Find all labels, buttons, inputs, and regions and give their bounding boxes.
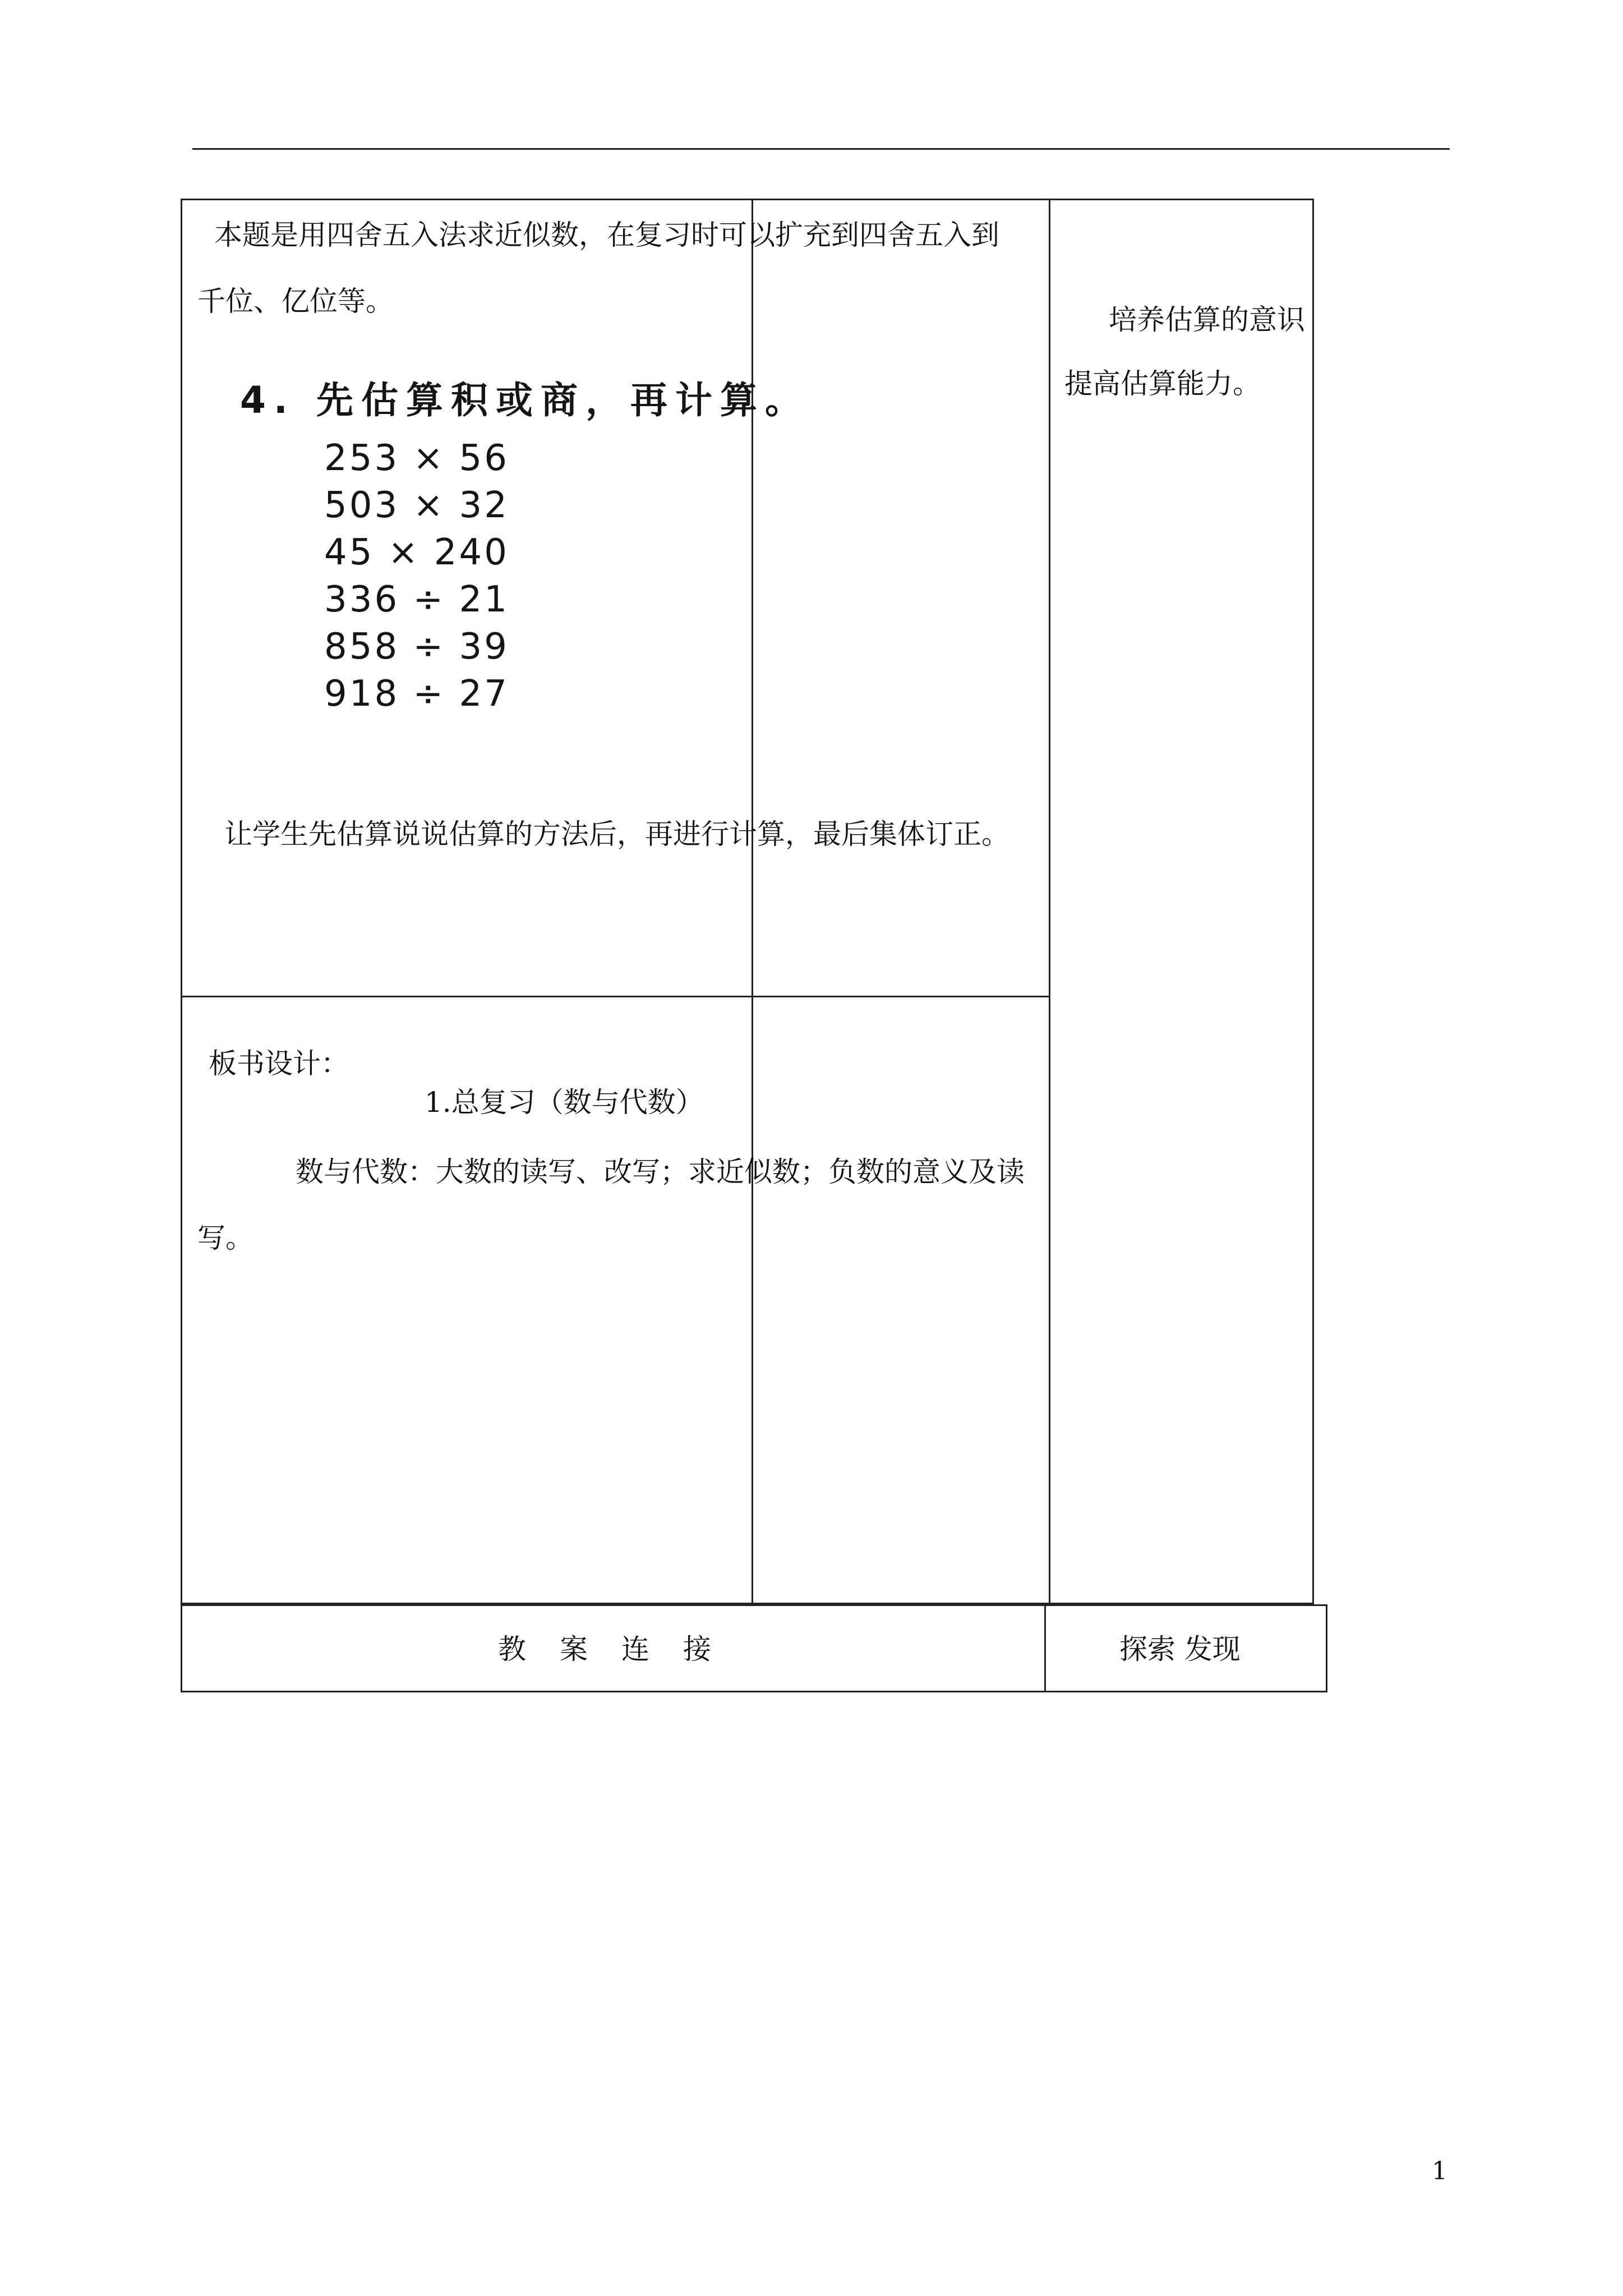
exercise-block xyxy=(240,359,969,718)
footer-right-label: 探索 发现 xyxy=(1119,1633,1241,1665)
intro-paragraph: 本题是用四舍五入法求近似数，在复习时可以扩充到四舍五入到千位、亿位等。 xyxy=(197,219,999,318)
side-note-line1: 培养估算的意识 xyxy=(1109,303,1305,336)
exercise-problem: 253 × 56 xyxy=(324,438,509,479)
exercise-problem: 503 × 32 xyxy=(324,485,509,526)
exercise-problem: 858 ÷ 39 xyxy=(324,626,509,668)
side-note-line2: 提高估算能力。 xyxy=(1064,367,1261,400)
exercise-problem: 918 ÷ 27 xyxy=(324,673,509,715)
footer-divider xyxy=(1044,1604,1046,1692)
page-number: 1 xyxy=(1432,2157,1447,2185)
exercise-title: 4. 先估算积或商，再计算。 xyxy=(240,379,810,422)
exercise-problem: 336 ÷ 21 xyxy=(324,579,509,620)
section-divider xyxy=(181,996,1050,997)
side-column xyxy=(1049,199,1314,1604)
instruction-text: 让学生先估算说说估算的方法后，再进行计算，最后集体订正。 xyxy=(224,818,1009,850)
header-rule xyxy=(192,148,1450,150)
board-content: 数与代数：大数的读写、改写；求近似数；负数的意义及读写。 xyxy=(197,1156,1025,1254)
board-label: 板书设计： xyxy=(209,1047,349,1080)
board-heading: 1.总复习（数与代数） xyxy=(425,1086,704,1119)
exercise-problem: 45 × 240 xyxy=(324,532,509,573)
footer-left-label: 教案连接 xyxy=(498,1633,745,1665)
